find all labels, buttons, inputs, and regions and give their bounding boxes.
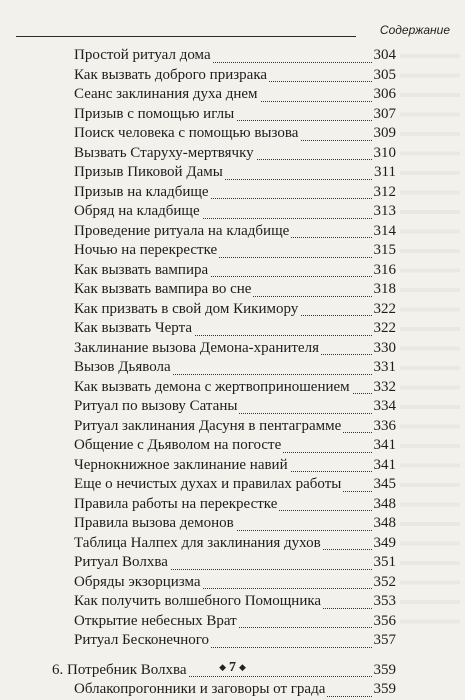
- toc-entry: [74, 202, 396, 222]
- toc-entry-title: Призыв с помощью иглы: [74, 105, 235, 122]
- toc-entry-page: 330: [372, 339, 397, 359]
- toc-entry-title: Еще о нечистых духах и правилах работы: [74, 476, 342, 492]
- toc-entry: [74, 319, 396, 339]
- toc-entry-page: 306: [372, 85, 397, 105]
- toc-entry-page: 314: [372, 222, 397, 242]
- footer-ornament-right: ◆: [239, 662, 246, 673]
- toc-entry: [74, 397, 396, 417]
- toc-entry-page: 359: [372, 680, 397, 700]
- toc-entry: [74, 456, 396, 476]
- page-number: 7: [229, 660, 236, 675]
- toc-entry-page: 341: [372, 436, 397, 456]
- toc-entry-page: 352: [372, 573, 397, 593]
- table-of-contents: [0, 46, 465, 700]
- toc-entry-title: Как призвать в свой дом Кикимору: [74, 300, 299, 317]
- toc-entry: [74, 261, 396, 281]
- toc-entry: [74, 280, 396, 300]
- toc-entry-title: Обряды экзорцизма: [74, 573, 201, 590]
- toc-entry: [74, 417, 396, 437]
- toc-entry-page: 359: [372, 661, 397, 681]
- toc-entry-page: 348: [372, 514, 397, 534]
- toc-entry: [74, 163, 396, 183]
- toc-entry-page: 332: [372, 378, 397, 398]
- toc-entry-page: 312: [372, 183, 397, 203]
- toc-entry-title: Призыв на кладбище: [74, 183, 209, 200]
- toc-entry: [74, 680, 396, 700]
- toc-entry-page: 348: [372, 495, 397, 515]
- toc-entry-page: 357: [372, 631, 397, 651]
- toc-entry-page: 315: [372, 241, 397, 261]
- toc-entry-title: Чернокнижное заклинание навий: [74, 456, 288, 473]
- toc-entry-title: Облакопрогонники и заговоры от града: [74, 681, 326, 697]
- toc-entry-title: Вызвать Старуху-мертвячку: [74, 144, 254, 161]
- toc-entry-page: 345: [372, 475, 397, 495]
- toc-entry: [74, 241, 396, 261]
- toc-entry-page: 304: [372, 46, 397, 66]
- toc-entry-title: Как вызвать демона с жертвоприношением: [74, 378, 350, 395]
- toc-entry-title: Как получить волшебного Помощника: [74, 593, 322, 609]
- toc-entry-title: Сеанс заклинания духа днем: [74, 86, 258, 102]
- toc-entry: [74, 475, 396, 495]
- toc-entry-title: Ритуал Бесконечного: [74, 632, 210, 648]
- toc-entry: [74, 85, 396, 105]
- toc-entry: [74, 553, 396, 573]
- toc-entry-page: 334: [372, 397, 397, 417]
- toc-entry: [74, 436, 396, 456]
- toc-entry-title: Заклинание вызова Демона-хранителя: [74, 339, 319, 356]
- toc-entry-title: Таблица Налпех для заклинания духов: [74, 534, 321, 551]
- running-header: Содержание: [379, 23, 450, 37]
- toc-entry: [74, 358, 396, 378]
- toc-entry: [74, 183, 396, 203]
- toc-entry-title: Ритуал по вызову Сатаны: [74, 398, 238, 414]
- toc-entry: [74, 66, 396, 86]
- toc-entry-title: Правила вызова демонов: [74, 515, 234, 531]
- toc-entry-page: 336: [372, 417, 397, 437]
- toc-entry-title: 6. Потребник Волхва: [52, 661, 187, 678]
- toc-entry: [74, 105, 396, 125]
- toc-entry-page: 309: [372, 124, 397, 144]
- toc-entry-page: 316: [372, 261, 397, 281]
- toc-entry-page: 341: [372, 456, 397, 476]
- header-rule: [16, 36, 356, 37]
- toc-entry-title: Как вызвать вампира: [74, 261, 209, 278]
- toc-entry: [74, 46, 396, 66]
- toc-entry-title: Поиск человека с помощью вызова: [74, 125, 299, 141]
- toc-entry: [74, 222, 396, 242]
- toc-entry-title: Проведение ритуала на кладбище: [74, 222, 290, 239]
- toc-entry-title: Вызов Дьявола: [74, 359, 171, 375]
- toc-entry-page: 322: [372, 319, 397, 339]
- toc-entry: [74, 144, 396, 164]
- toc-entry: [74, 495, 396, 515]
- toc-entry-page: 307: [372, 105, 397, 125]
- toc-entry-title: Правила работы на перекрестке: [74, 495, 278, 512]
- toc-entry-title: Открытие небесных Врат: [74, 612, 237, 629]
- toc-entry-page: 331: [372, 358, 397, 378]
- toc-entry-page: 351: [372, 553, 397, 573]
- toc-entry-title: Ночью на перекрестке: [74, 242, 218, 258]
- toc-entry: [74, 612, 396, 632]
- toc-entry-title: Ритуал Волхва: [74, 554, 168, 570]
- footer-ornament-left: ◆: [219, 662, 226, 673]
- toc-entry-page: 305: [372, 66, 397, 86]
- toc-entry-page: 310: [372, 144, 397, 164]
- toc-entry: [74, 514, 396, 534]
- toc-entry: [74, 592, 396, 612]
- toc-entry-page: 313: [372, 202, 397, 222]
- toc-entry: [74, 124, 396, 144]
- toc-entry-page: 318: [372, 280, 397, 300]
- toc-entry-title: Ритуал заклинания Дасуня в пентаграмме: [74, 417, 342, 434]
- toc-entry: [74, 573, 396, 593]
- toc-entry-title: Простой ритуал дома: [74, 47, 211, 63]
- toc-entry: [74, 631, 396, 651]
- toc-entry-page: 322: [372, 300, 397, 320]
- toc-entry-title: Как вызвать доброго призрака: [74, 66, 268, 83]
- toc-entry-page: 349: [372, 534, 397, 554]
- toc-entry-page: 353: [372, 592, 397, 612]
- toc-entry: [74, 534, 396, 554]
- toc-entry-title: Призыв Пиковой Дамы: [74, 164, 223, 180]
- toc-entry-page: 356: [372, 612, 397, 632]
- toc-entry-title: Общение с Дьяволом на погосте: [74, 437, 282, 453]
- toc-entry-title: Как вызвать вампира во сне: [74, 281, 252, 297]
- toc-entry-title: Как вызвать Черта: [74, 320, 192, 336]
- toc-entry-title: Обряд на кладбище: [74, 203, 200, 219]
- toc-entry-page: 311: [372, 163, 396, 183]
- toc-entry: [74, 339, 396, 359]
- toc-entry: [74, 378, 396, 398]
- toc-entry: [74, 300, 396, 320]
